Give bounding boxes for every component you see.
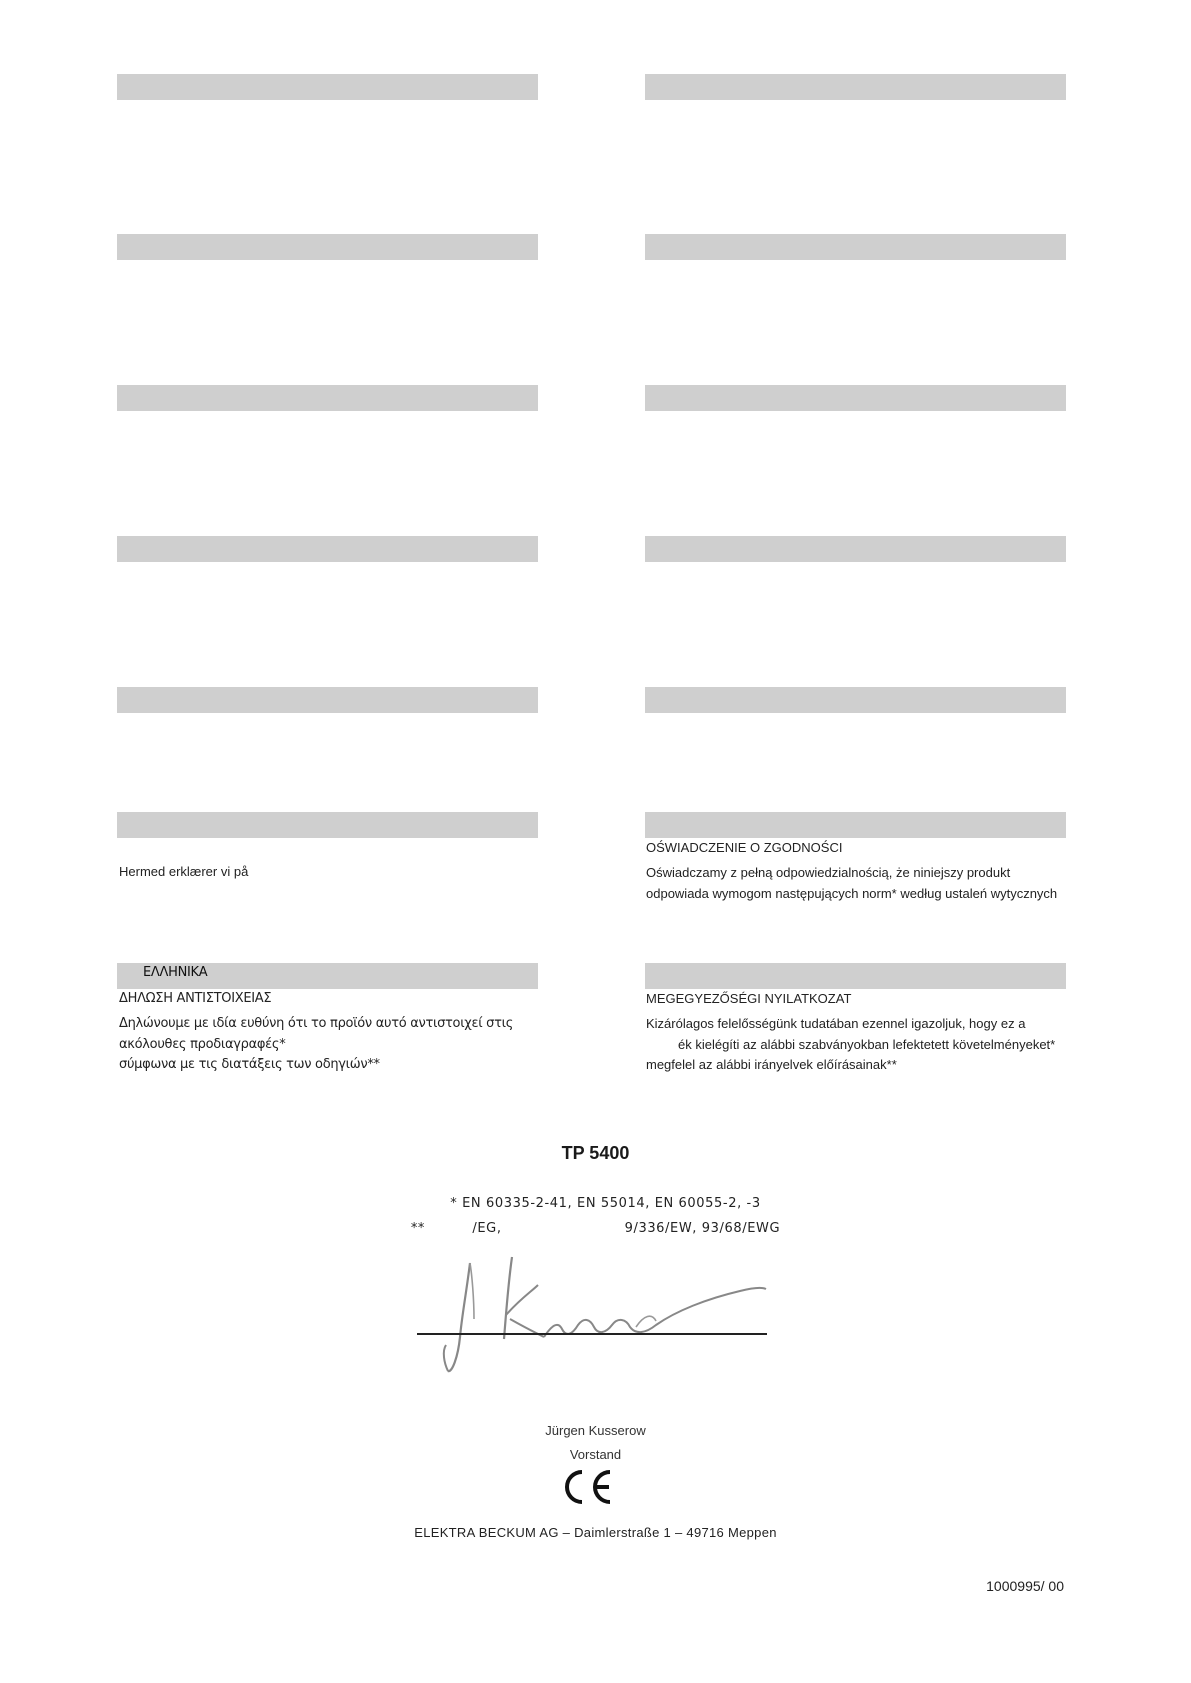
hungarian-line-1: Kizárólagos felelősségünk tudatában ezennel igazoljuk, hogy ez a [646, 1016, 1026, 1031]
section-bar-4-left [117, 536, 538, 562]
section-bar-2-left [117, 234, 538, 260]
product-model: TP 5400 [561, 1143, 630, 1163]
greek-line-2: ακόλουθες προδιαγραφές* [119, 1037, 286, 1052]
section-bar-4-right [645, 536, 1066, 562]
hungarian-title: MEGEGYEZŐSÉGI NYILATKOZAT [646, 991, 852, 1006]
section-bar-3-right [645, 385, 1066, 411]
greek-line-3: σύμφωνα με τις διατάξεις των οδηγιών** [119, 1057, 380, 1072]
document-number: 1000995/ 00 [986, 1578, 1064, 1594]
signature-line [417, 1333, 767, 1335]
hungarian-line-3: megfelel az alábbi irányelvek előírásainak** [646, 1057, 897, 1072]
polish-line-1: Oświadczamy z pełną odpowiedzialnością, że niniejszy produkt [646, 865, 1011, 880]
greek-line-1: Δηλώνουμε με ιδία ευθύνη ότι το προϊόν αυτό αντιστοιχεί στις [119, 1016, 514, 1031]
company-address: ELEKTRA BECKUM AG – Daimlerstraße 1 – 49716 Meppen [414, 1525, 777, 1540]
section-bar-hungarian [645, 963, 1066, 989]
handwritten-signature [440, 1255, 770, 1385]
section-bar-1-left [117, 74, 538, 100]
section-bar-greek [117, 963, 538, 989]
polish-line-2: odpowiada wymogom następujących norm* według ustaleń wytycznych [646, 886, 1058, 901]
product-standards: * EN 60335-2-41, EN 55014, EN 60055-2, -3 [450, 1196, 761, 1211]
polish-title: OŚWIADCZENIE O ZGODNOŚCI [646, 840, 843, 855]
danish-intro: Hermed erklærer vi på [119, 864, 249, 879]
section-bar-2-right [645, 234, 1066, 260]
signatory-name: Jürgen Kusserow [545, 1423, 646, 1438]
signatory-role: Vorstand [569, 1447, 622, 1462]
section-bar-5-right [645, 687, 1066, 713]
greek-bar-label: ΕΛΛΗΝΙΚΑ [143, 965, 208, 980]
ce-mark-icon [560, 1468, 614, 1506]
section-bar-1-right [645, 74, 1066, 100]
section-bar-polish [645, 812, 1066, 838]
hungarian-line-2: ék kielégíti az alábbi szabványokban lefektetett követelményeket* [678, 1037, 1056, 1052]
section-bar-5-left [117, 687, 538, 713]
section-bar-3-left [117, 385, 538, 411]
greek-title: ΔΗΛΩΣΗ ΑΝΤΙΣΤΟΙΧΕΙΑΣ [119, 991, 272, 1006]
section-bar-danish [117, 812, 538, 838]
product-directives: ** /EG, 9/336/EW, 93/68/EWG [410, 1221, 781, 1236]
